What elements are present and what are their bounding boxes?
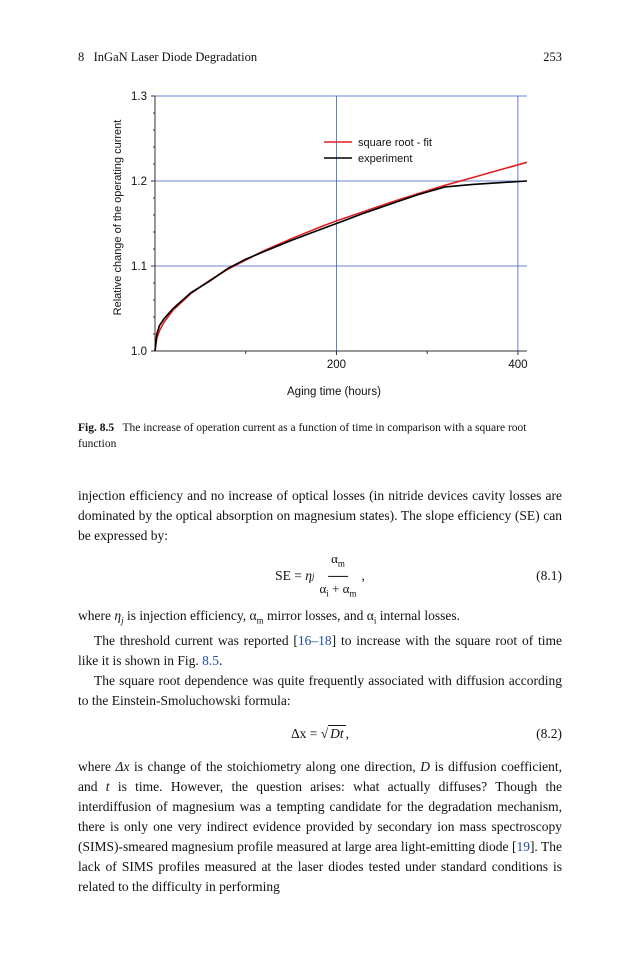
page-number: 253 xyxy=(543,50,562,64)
caption-text: The increase of operation current as a function of time in comparison with a square root function xyxy=(78,422,527,450)
x-tick-label-1: 400 xyxy=(508,359,528,371)
p5-c: is diffusion coefficient, and xyxy=(78,758,562,794)
eq1-den-alpha-m: α xyxy=(342,580,350,596)
paragraph-5 xyxy=(78,757,562,897)
y-axis-label: Relative change of the operating current xyxy=(112,119,124,316)
chapter-number: 8 xyxy=(78,50,85,64)
p2-d: internal losses. xyxy=(376,608,460,623)
x-tick-label-0: 200 xyxy=(326,359,347,371)
y-tick-label-3: 1.3 xyxy=(131,91,147,103)
caption-label: Fig. 8.5 xyxy=(78,422,115,434)
citation-16-18[interactable]: 16–18 xyxy=(297,632,332,648)
p5-d: is time. However, the question arises: what actually diffuses? Though the interdiffusion of magnesium was a tempting candidate for the degradation mechanism, there is only one very indirect evidence provided by secondary ion mass spectroscopy (SIMS)-smeared magnesium profile measured at large area light-emitting diode [ xyxy=(78,778,562,854)
citation-19[interactable]: 19 xyxy=(516,838,530,854)
series-line-0 xyxy=(155,162,527,351)
equation-8-1 xyxy=(78,546,562,606)
p5-D: D xyxy=(420,758,431,774)
eq2-lhs: Δx xyxy=(290,725,307,741)
equation-8-2-number: (8.2) xyxy=(536,725,562,741)
eq1-comma: , xyxy=(361,568,365,583)
p2-alpha-m: α xyxy=(249,608,257,623)
x-axis-label: Aging time (hours) xyxy=(287,386,381,398)
equation-8-1-number: (8.1) xyxy=(536,568,562,583)
p3-c: . xyxy=(219,652,223,668)
eq1-den-alpha-i: α xyxy=(319,580,327,596)
p5-b: is change of the stoichiometry along one direction, xyxy=(129,758,421,774)
equation-8-2 xyxy=(78,711,562,757)
eq2-comma: , xyxy=(345,725,350,741)
p5-t: t xyxy=(105,778,110,794)
legend-label-1: experiment xyxy=(358,153,413,165)
paragraph-1: injection efficiency and no increase of optical losses (in nitride devices cavity losses are dominated by the optical absorption on magnesium states). The slope efficiency (SE) can be expressed by: xyxy=(78,488,562,543)
eq1-den-sub-i: i xyxy=(326,588,329,599)
eq1-denominator xyxy=(316,577,359,604)
p2-eta-sub: j xyxy=(121,615,124,626)
figure-8-5 xyxy=(78,82,562,412)
paragraph-2 xyxy=(78,606,562,631)
y-tick-label-0: 1.0 xyxy=(131,346,147,358)
paragraph-3 xyxy=(78,631,562,671)
p5-delta-x: Δx xyxy=(115,758,130,774)
eq1-equals: = xyxy=(290,568,306,583)
p2-b: is injection efficiency, xyxy=(123,608,250,623)
eq1-numerator xyxy=(328,549,348,577)
eq1-eta: η xyxy=(305,568,312,583)
eq1-num-alpha: α xyxy=(331,550,338,566)
line-chart xyxy=(78,82,562,412)
p2-c: mirror losses, and xyxy=(263,608,367,623)
p5-e: ]. The lack of SIMS profiles measured at the laser diodes tested under standard conditions is related to the difficulty in performing xyxy=(78,838,562,894)
equation-8-1-formula xyxy=(275,549,365,603)
p3-a: The threshold current was reported [ xyxy=(94,632,298,648)
body-text xyxy=(78,486,562,897)
p2-alpha-i: α xyxy=(366,608,374,623)
figure-caption xyxy=(78,420,562,452)
p3-b: ] to increase with the square root of time like it is shown in Fig. xyxy=(78,632,562,668)
eq2-equals: = xyxy=(306,725,321,741)
y-tick-label-2: 1.2 xyxy=(131,176,147,188)
eq1-den-sub-m: m xyxy=(349,588,357,599)
y-tick-label-1: 1.1 xyxy=(131,261,147,273)
p2-alpha-m-sub: m xyxy=(256,615,264,626)
eq1-den-plus: + xyxy=(328,580,343,596)
eq1-eta-sub: j xyxy=(311,571,315,581)
legend-label-0: square root - fit xyxy=(358,137,432,149)
p2-a: where xyxy=(78,608,115,623)
eq1-fraction xyxy=(316,549,359,603)
eq2-radicand: Dt xyxy=(330,725,344,741)
chapter-title: InGaN Laser Diode Degradation xyxy=(93,50,258,64)
eq1-num-sub: m xyxy=(337,558,345,569)
equation-8-2-formula xyxy=(291,724,349,744)
figure-link-8-5[interactable]: 8.5 xyxy=(202,652,220,668)
p5-a: where xyxy=(78,758,116,774)
eq2-sqrt xyxy=(321,724,346,744)
eq2-sqrt-sign: √ xyxy=(320,725,329,741)
eq1-lhs: SE xyxy=(275,568,291,583)
p2-alpha-i-sub: i xyxy=(373,615,377,626)
running-head xyxy=(78,50,257,65)
paragraph-4: The square root dependence was quite frequently associated with diffusion according to the Einstein-Smoluchowski formula: xyxy=(78,672,562,708)
p2-eta: η xyxy=(114,608,122,623)
